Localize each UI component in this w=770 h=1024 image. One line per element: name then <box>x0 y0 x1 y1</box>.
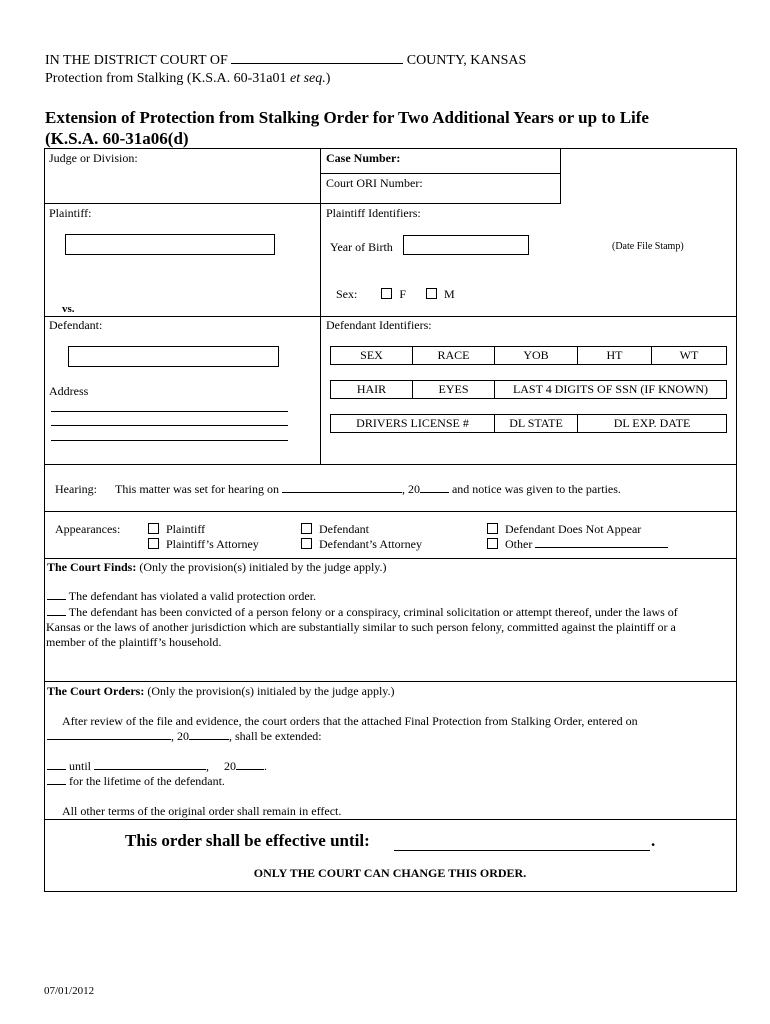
orders-review-line-2: , 20 , shall be extended: <box>47 729 322 744</box>
other-field[interactable] <box>535 547 668 548</box>
other-checkbox[interactable] <box>487 538 498 549</box>
yob-cell[interactable]: YOB <box>495 347 578 365</box>
court-line: IN THE DISTRICT COURT OF COUNTY, KANSAS <box>45 53 527 68</box>
finding-2-initial[interactable] <box>47 615 66 616</box>
plaintiff-identifiers-label: Plaintiff Identifiers: <box>326 206 421 220</box>
effective-period: . <box>651 831 656 850</box>
date-file-stamp: (Date File Stamp) <box>612 241 684 252</box>
appearance-defendants-attorney: Defendant’s Attorney <box>301 537 422 552</box>
dl-exp-date-cell[interactable]: DL EXP. DATE <box>578 415 727 433</box>
appearances-label: Appearances: <box>55 522 121 536</box>
finding-2-line-3: member of the plaintiff’s household. <box>46 635 222 649</box>
until-date-field[interactable] <box>94 769 206 770</box>
address-label: Address <box>49 384 89 398</box>
subtitle: Protection from Stalking (K.S.A. 60-31a01 et seq.) <box>45 71 331 86</box>
until-year-field[interactable] <box>236 769 264 770</box>
hair-cell[interactable]: HAIR <box>331 381 413 399</box>
other-terms: All other terms of the original order shall remain in effect. <box>62 804 342 818</box>
plaintiff-checkbox[interactable] <box>148 523 159 534</box>
orders-heading: The Court Orders: (Only the provision(s) initialed by the judge apply.) <box>47 684 395 698</box>
defendants-attorney-checkbox[interactable] <box>301 538 312 549</box>
until-initial[interactable] <box>47 769 66 770</box>
eyes-cell[interactable]: EYES <box>413 381 495 399</box>
finding-2-line-2: Kansas or the laws of another jurisdiction which are substantially similar to such person felony, committed against the plaintiff or a <box>46 620 676 634</box>
sex-field: Sex: F M <box>336 287 455 301</box>
ht-cell[interactable]: HT <box>578 347 652 365</box>
orders-review-line-1: After review of the file and evidence, the court orders that the attached Final Protection from Stalking Order, entered on <box>62 714 638 728</box>
defendant-checkbox[interactable] <box>301 523 312 534</box>
county-field[interactable] <box>231 63 403 64</box>
appearance-other: Other <box>487 537 668 552</box>
defendant-identifiers-label: Defendant Identifiers: <box>326 318 432 332</box>
wt-cell[interactable]: WT <box>652 347 727 365</box>
defendant-label: Defendant: <box>49 318 103 332</box>
dl-state-cell[interactable]: DL STATE <box>495 415 578 433</box>
appearance-defendant-not-appear: Defendant Does Not Appear <box>487 522 641 537</box>
address-line-1[interactable] <box>51 411 288 412</box>
hearing-label: Hearing: <box>55 482 97 496</box>
effective-until-label: This order shall be effective until: <box>125 831 370 850</box>
findings-heading: The Court Finds: (Only the provision(s) initialed by the judge apply.) <box>47 560 387 574</box>
identifier-table-2 <box>330 380 727 399</box>
caption-divider <box>320 148 321 464</box>
order-entered-year-field[interactable] <box>189 739 229 740</box>
plaintiff-name-input[interactable] <box>65 234 275 255</box>
drivers-license-cell[interactable]: DRIVERS LICENSE # <box>331 415 495 433</box>
appearance-plaintiffs-attorney: Plaintiff’s Attorney <box>148 537 259 552</box>
finding-1: The defendant has violated a valid protection order. <box>47 589 316 604</box>
title-line-2: (K.S.A. 60-31a06(d) <box>45 129 189 148</box>
order-lifetime: for the lifetime of the defendant. <box>47 774 225 789</box>
judge-label: Judge or Division: <box>49 151 138 165</box>
lifetime-initial[interactable] <box>47 784 66 785</box>
court-change-notice: ONLY THE COURT CAN CHANGE THIS ORDER. <box>253 866 527 880</box>
address-line-2[interactable] <box>51 425 288 426</box>
sex-f-checkbox[interactable] <box>381 288 392 299</box>
defendant-not-appear-checkbox[interactable] <box>487 523 498 534</box>
appearance-defendant: Defendant <box>301 522 369 537</box>
vs-label: vs. <box>62 303 75 315</box>
sex-m-checkbox[interactable] <box>426 288 437 299</box>
finding-2: The defendant has been convicted of a person felony or a conspiracy, criminal solicitation or attempt thereof, under the laws of <box>47 605 678 620</box>
court-ori-label: Court ORI Number: <box>326 176 423 190</box>
plaintiff-label: Plaintiff: <box>49 206 92 220</box>
footer-date: 07/01/2012 <box>44 985 95 997</box>
title-line-1: Extension of Protection from Stalking Order for Two Additional Years or up to Life <box>45 108 649 127</box>
identifier-table-3 <box>330 414 727 433</box>
hearing-date-field[interactable] <box>282 492 402 493</box>
year-of-birth-label: Year of Birth <box>330 240 393 254</box>
year-of-birth-input[interactable] <box>403 235 529 255</box>
plaintiffs-attorney-checkbox[interactable] <box>148 538 159 549</box>
race-cell[interactable]: RACE <box>413 347 495 365</box>
identifier-table-1 <box>330 346 727 365</box>
sex-cell[interactable]: SEX <box>331 347 413 365</box>
case-number-label: Case Number: <box>326 151 401 165</box>
defendant-name-input[interactable] <box>68 346 279 367</box>
finding-1-initial[interactable] <box>47 599 66 600</box>
address-line-3[interactable] <box>51 440 288 441</box>
order-entered-date-field[interactable] <box>47 739 171 740</box>
effective-until-field[interactable] <box>394 850 650 851</box>
ssn-cell[interactable]: LAST 4 DIGITS OF SSN (IF KNOWN) <box>495 381 727 399</box>
hearing-year-field[interactable] <box>420 492 449 493</box>
hearing-text: This matter was set for hearing on , 20 and notice was given to the parties. <box>115 482 621 496</box>
appearance-plaintiff: Plaintiff <box>148 522 205 537</box>
order-until: until , 20 . <box>47 759 267 774</box>
